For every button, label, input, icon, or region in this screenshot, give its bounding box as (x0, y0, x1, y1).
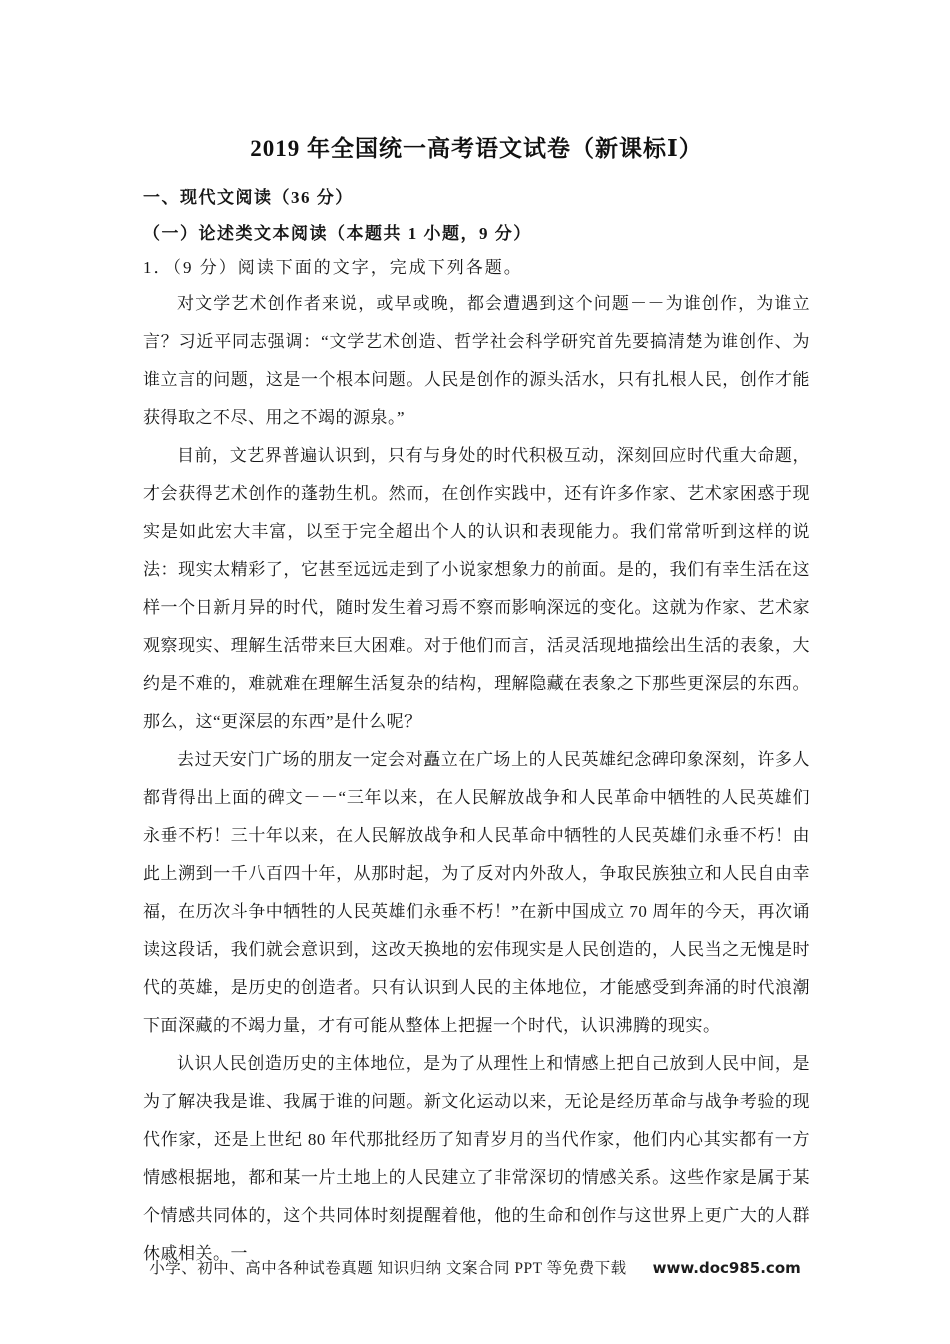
section-heading: 一、现代文阅读（36 分） (143, 188, 354, 207)
page-title: 2019 年全国统一高考语文试卷（新课标Ⅰ） (250, 136, 703, 161)
passage-paragraph: 目前，文艺界普遍认识到，只有与身处的时代积极互动，深刻回应时代重大命题，才会获得艺术创作的蓬勃生机。然而，在创作实践中，还有许多作家、艺术家困惑于现实是如此宏大丰富，以至于完全超出个人的认识和表现能力。我们常常听到这样的说法：现实太精彩了，它甚至远远走到了小说家想象力的前面。是的，我们有幸生活在这样一个日新月异的时代，随时发生着习焉不察而影响深远的变化。这就为作家、艺术家观察现实、理解生活带来巨大困难。对于他们而言，活灵活现地描绘出生活的表象，大约是不难的，难就难在理解生活复杂的结构，理解隐藏在表象之下那些更深层的东西。那么，这“更深层的东西”是什么呢？ (143, 446, 810, 731)
page-footer (0, 1256, 950, 1278)
page-content (143, 0, 810, 1273)
question-intro: 1．（9 分）阅读下面的文字，完成下列各题。 (143, 258, 523, 277)
passage-paragraph: 去过天安门广场的朋友一定会对矗立在广场上的人民英雄纪念碑印象深刻，许多人都背得出上面的碑文－－“三年以来，在人民解放战争和人民革命中牺牲的人民英雄们永垂不朽！三十年以来，在人民解放战争和人民革命中牺牲的人民英雄们永垂不朽！由此上溯到一千八百四十年，从那时起，为了反对内外敌人，争取民族独立和人民自由幸福，在历次斗争中牺牲的人民英雄们永垂不朽！”在新中国成立 70 周年的今天，再次诵读这段话，我们就会意识到，这改天换地的宏伟现实是人民创造的，人民当之无愧是时代的英雄，是历史的创造者。只有认识到人民的主体地位，才能感受到奔涌的时代浪潮下面深藏的不竭力量，才有可能从整体上把握一个时代，认识沸腾的现实。 (143, 750, 810, 1035)
subsection-heading: （一）论述类文本阅读（本题共 1 小题，9 分） (143, 224, 532, 243)
passage-paragraph: 对文学艺术创作者来说，或早或晚，都会遭遇到这个问题－－为谁创作，为谁立言？习近平同志强调：“文学艺术创造、哲学社会科学研究首先要搞清楚为谁创作、为谁立言的问题，这是一个根本问题。人民是创作的源头活水，只有扎根人民，创作才能获得取之不尽、用之不竭的源泉。” (143, 294, 810, 427)
passage-paragraph: 认识人民创造历史的主体地位，是为了从理性上和情感上把自己放到人民中间，是为了解决我是谁、我属于谁的问题。新文化运动以来，无论是经历革命与战争考验的现代作家，还是上世纪 80 年代那批经历了知青岁月的当代作家，他们内心其实都有一方情感根据地，都和某一片土地上的人民建立了非常深切的情感关系。这些作家是属于某个情感共同体的，这个共同体时刻提醒着他，他的生命和创作与这世界上更广大的人群休戚相关。一 (143, 1054, 810, 1263)
footer-promo-text: 小学、初中、高中各种试卷真题 知识归纳 文案合同 PPT 等免费下载 (149, 1260, 627, 1277)
footer-website: www.doc985.com (652, 1259, 801, 1277)
